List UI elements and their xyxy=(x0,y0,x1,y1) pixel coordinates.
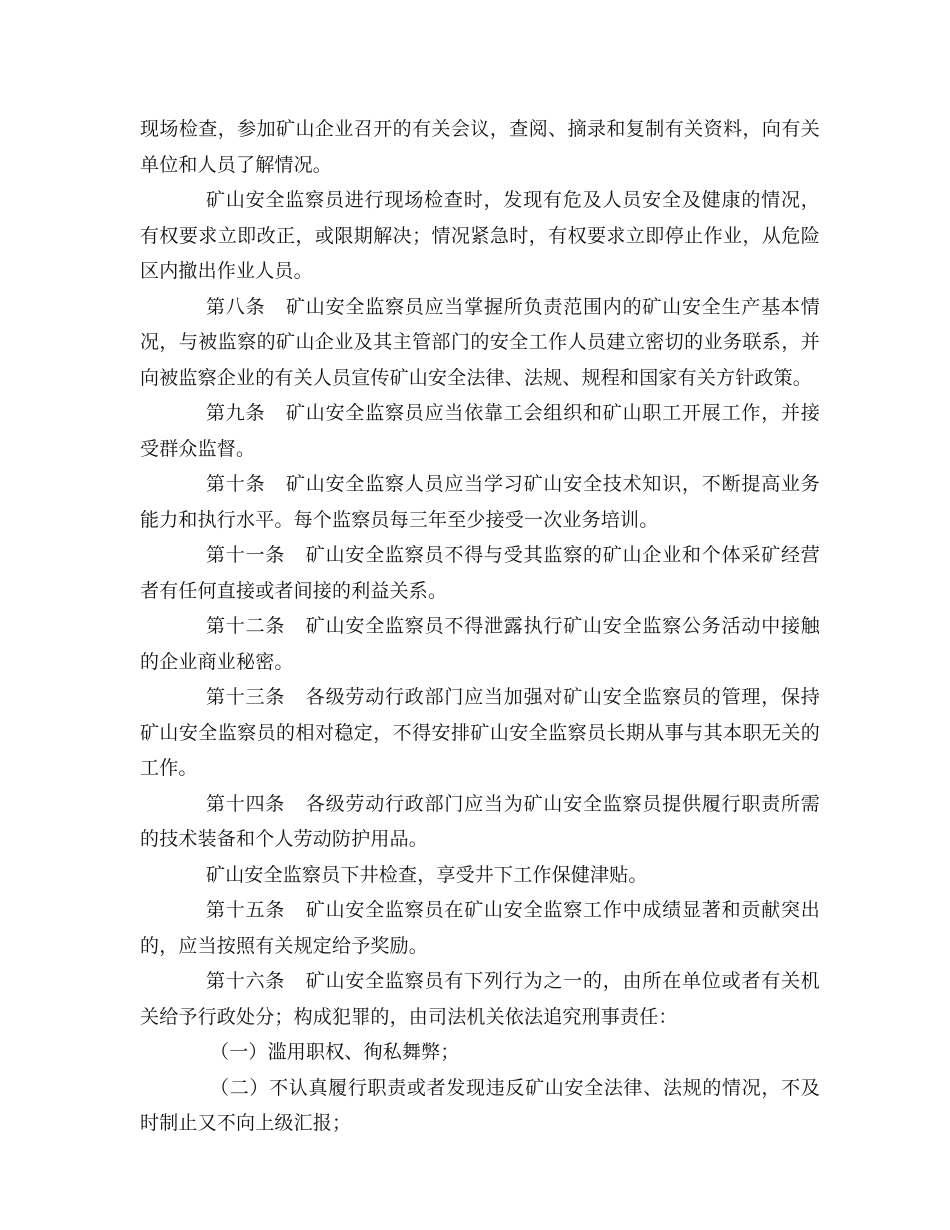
article-number: 第十三条 xyxy=(206,686,286,708)
article-15 xyxy=(140,893,820,964)
paragraph-allowance xyxy=(140,858,820,894)
article-text: 矿山安全监察人员应当学习矿山安全技术知识，不断提高业务能力和执行水平。每个监察员每三年至少接受一次业务培训。 xyxy=(140,473,820,531)
article-number: 第十条 xyxy=(206,473,266,495)
article-text: 各级劳动行政部门应当为矿山安全监察员提供履行职责所需的技术装备和个人劳动防护用品。 xyxy=(140,792,820,850)
list-item-2 xyxy=(140,1071,820,1142)
article-16 xyxy=(140,964,820,1035)
article-text: 矿山安全监察员应当依靠工会组织和矿山职工开展工作，并接受群众监督。 xyxy=(140,402,820,460)
article-text: 矿山安全监察员应当掌握所负责范围内的矿山安全生产基本情况，与被监察的矿山企业及其主管部门的安全工作人员建立密切的业务联系，并向被监察企业的有关人员宣传矿山安全法律、法规、规程和国家有关方针政策。 xyxy=(140,295,820,389)
article-8 xyxy=(140,290,820,397)
list-item-text: （一）滥用职权、徇私舞弊； xyxy=(210,1041,460,1063)
article-number: 第十一条 xyxy=(206,544,286,566)
article-text: 矿山安全监察员不得泄露执行矿山安全监察公务活动中接触的企业商业秘密。 xyxy=(140,615,820,673)
article-text: 矿山安全监察员不得与受其监察的矿山企业和个体采矿经营者有任何直接或者间接的利益关系。 xyxy=(140,544,820,602)
article-text: 矿山安全监察员在矿山安全监察工作中成绩显著和贡献突出的，应当按照有关规定给予奖励。 xyxy=(140,899,820,957)
paragraph-text: 矿山安全监察员下井检查，享受井下工作保健津贴。 xyxy=(206,863,648,886)
paragraph-text: 现场检查，参加矿山企业召开的有关会议，查阅、摘录和复制有关资料，向有关单位和人员了解情况。 xyxy=(140,118,820,176)
paragraph-continuation xyxy=(140,112,820,183)
article-number: 第九条 xyxy=(206,402,266,424)
article-14 xyxy=(140,787,820,858)
article-number: 第十四条 xyxy=(206,792,286,815)
article-number: 第十二条 xyxy=(206,615,286,637)
paragraph-text: 矿山安全监察员进行现场检查时，发现有危及人员安全及健康的情况，有权要求立即改正，或限期解决；情况紧急时，有权要求立即停止作业，从危险区内撤出作业人员。 xyxy=(140,189,820,282)
article-text: 矿山安全监察员有下列行为之一的，由所在单位或者有关机关给予行政处分；构成犯罪的，由司法机关依法追究刑事责任： xyxy=(140,970,820,1028)
article-13 xyxy=(140,680,820,787)
article-10 xyxy=(140,467,820,538)
article-number: 第十六条 xyxy=(206,970,286,992)
article-11 xyxy=(140,538,820,609)
paragraph-site-inspection xyxy=(140,183,820,290)
document-page xyxy=(140,112,820,1142)
article-12 xyxy=(140,609,820,680)
article-9 xyxy=(140,396,820,467)
list-item-1 xyxy=(140,1035,820,1071)
list-item-text: （二）不认真履行职责或者发现违反矿山安全法律、法规的情况，不及时制止又不向上级汇报； xyxy=(140,1076,820,1134)
article-text: 各级劳动行政部门应当加强对矿山安全监察员的管理，保持矿山安全监察员的相对稳定，不得安排矿山安全监察员长期从事与其本职无关的工作。 xyxy=(140,686,820,779)
article-number: 第十五条 xyxy=(206,899,286,921)
article-number: 第八条 xyxy=(206,295,266,318)
